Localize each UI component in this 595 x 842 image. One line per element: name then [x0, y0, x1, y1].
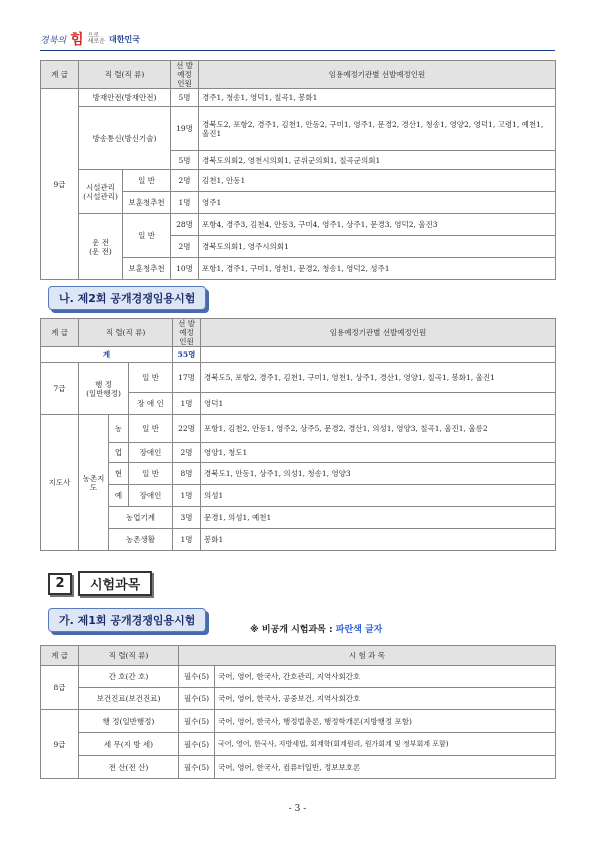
page-number: - 3 - — [288, 804, 307, 814]
table-row: 예 장애인 1명 의성1 — [41, 485, 556, 507]
table-row: 운 전 (운 전) 일 반 28명 포항4, 경주3, 김천4, 안동3, 구미4, 영주1, 상주1, 문경3, 영덕2, 울진3 — [41, 214, 556, 236]
table-header-row: 계 급 직 렬(직 류) 선 발 예정인원 임용예정기관별 선발예정인원 — [41, 319, 556, 347]
table-row: 2명 경북도의회1, 영주시의회1 — [41, 236, 556, 258]
total-row: 계 55명 — [41, 347, 556, 363]
logo-korea: 대한민국 — [109, 34, 140, 44]
table-row: 전 산(전 산) 필수(5) 국어, 영어, 한국사, 컴퓨터일반, 정보보호론 — [41, 756, 556, 779]
logo-text: 경북의 — [40, 35, 67, 46]
table-row: 9급 행 정(일반행정) 필수(5) 국어, 영어, 한국사, 행정법총론, 행정학개론(지방행정 포함) — [41, 710, 556, 733]
table-row: 5명 경북도의회2, 영천시의회1, 군위군의회1, 칠곡군의회1 — [41, 151, 556, 170]
table-row: 방송통신(방신기술) 19명 경북도2, 포항2, 경주1, 김천1, 안동2, 구미1, 영주1, 문경2, 경산1, 청송1, 영양2, 영덕1, 고령1, 예천1, 울진1 — [41, 107, 556, 151]
table-header-row: 계 급 직 렬(직 류) 시 험 과 목 — [41, 646, 556, 666]
table-row: 장 애 인 1명 영덕1 — [41, 393, 556, 415]
table-row: 8급 간 호(간 호) 필수(5) 국어, 영어, 한국사, 간호관리, 지역사회간호 — [41, 666, 556, 688]
table-row: 농업기계 3명 문경1, 의성1, 예천1 — [41, 507, 556, 529]
exam-subjects-table — [40, 645, 556, 779]
table-row: 시설관리 (시설관리) 일 반 2명 김천1, 안동1 — [41, 170, 556, 192]
table-row: 업 장애인 2명 영양1, 청도1 — [41, 443, 556, 463]
table-row: 보훈청추천 1명 영주1 — [41, 192, 556, 214]
table-row: 보훈청추천 10명 포항1, 경주1, 구미1, 영천1, 문경2, 청송1, 영덕2, 성주1 — [41, 258, 556, 280]
header-rule — [40, 50, 555, 51]
table-header-row: 계 급 직 렬(직 류) 선 발 예정인원 임용예정기관별 선발예정인원 — [41, 61, 556, 89]
recruit-table-1 — [40, 60, 556, 280]
nondisclosure-note: ※ 비공개 시험과목 : 파란색 글자 — [250, 625, 383, 635]
table-row: 7급 행 정 (일반행정) 일 반 17명 경북도5, 포항2, 경주1, 김천1, 구미1, 영천1, 상주1, 경산1, 영양1, 칠곡1, 봉화1, 울진1 — [41, 363, 556, 393]
logo-emblem: 힘 — [70, 32, 84, 48]
subsection-heading-na: 나. 제2회 공개경쟁임용시험 — [48, 286, 206, 310]
logo-small-text: 으로 새로운 — [87, 32, 106, 45]
header-logo — [40, 28, 140, 50]
section-heading-2: 2 시험과목 — [48, 571, 152, 596]
table-row: 보건진료(보건진료) 필수(5) 국어, 영어, 한국사, 공중보건, 지역사회간호 — [41, 688, 556, 710]
table-row: 9급 방재안전(방재안전) 5명 경주1, 청송1, 영덕1, 칠곡1, 봉화1 — [41, 89, 556, 107]
subsection-heading-ga: 가. 제1회 공개경쟁임용시험 — [48, 608, 206, 632]
table-row: 지도사 농촌지도 농 일 반 22명 포항1, 김천2, 안동1, 영주2, 상주5, 문경2, 경산1, 의성1, 영양3, 칠곡1, 울진1, 울릉2 — [41, 415, 556, 443]
table-row: 현 일 반 8명 경북도1, 안동1, 상주1, 의성1, 청송1, 영양3 — [41, 463, 556, 485]
table-row: 세 무(지 방 세) 필수(5) 국어, 영어, 한국사, 지방세법, 회계학(회계원리, 원가회계 및 정부회계 포함) — [41, 733, 556, 756]
table-row: 농촌생활 1명 봉화1 — [41, 529, 556, 551]
recruit-table-2 — [40, 318, 556, 551]
